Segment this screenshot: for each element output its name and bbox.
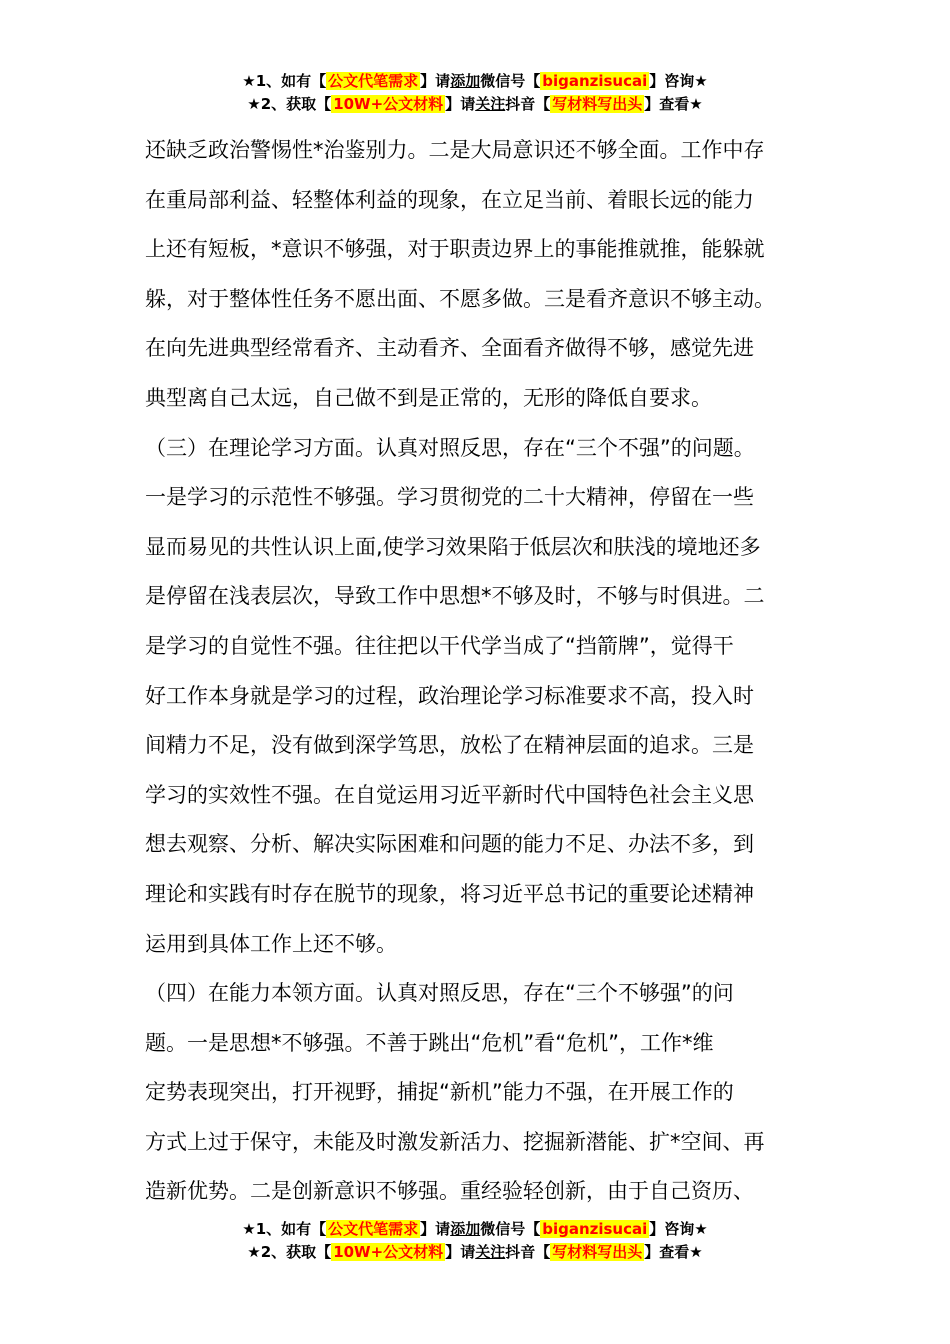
promo-highlight: 公文代笔需求 <box>328 1220 419 1238</box>
promo-highlight: 10W+公文材料 <box>333 1243 444 1261</box>
promo-banner-top <box>0 70 950 116</box>
promo-highlight: 公文代笔需求 <box>328 72 419 90</box>
body-line: 躲，对于整体性任务不愿出面、不愿多做。三是看齐意识不够主动。 <box>145 286 775 311</box>
promo-emphasis: 添加 <box>450 1220 481 1238</box>
promo-highlight: 写材料写出头 <box>552 1243 643 1261</box>
body-line: 是学习的自觉性不强。往往把以干代学当成了“挡箭牌”，觉得干 <box>145 633 734 658</box>
body-line: 题。一是思想*不够强。不善于跳出“危机”看“危机”，工作*维 <box>145 1030 714 1055</box>
body-line: 造新优势。二是创新意识不够强。重经验轻创新，由于自己资历、 <box>145 1179 754 1204</box>
promo-text: 】查看★ <box>644 1243 703 1261</box>
body-line: 在向先进典型经常看齐、主动看齐、全面看齐做得不够，感觉先进 <box>145 336 754 361</box>
promo-text: 微信号【 <box>480 1220 541 1238</box>
body-line: 理论和实践有时存在脱节的现象，将习近平总书记的重要论述精神 <box>145 881 754 906</box>
promo-text: 抖音【 <box>505 95 551 113</box>
body-line: 运用到具体工作上还不够。 <box>145 931 397 956</box>
promo-line-1 <box>0 1218 950 1241</box>
promo-text: ★1、如有【 <box>242 72 327 90</box>
promo-emphasis: 关注 <box>475 1243 506 1261</box>
body-line: 间精力不足，没有做到深学笃思，放松了在精神层面的追求。三是 <box>145 733 754 758</box>
body-line: 是停留在浅表层次，导致工作中思想*不够及时，不够与时俱进。二 <box>145 584 765 609</box>
body-line: 好工作本身就是学习的过程，政治理论学习标准要求不高，投入时 <box>145 683 754 708</box>
body-line: 一是学习的示范性不够强。学习贯彻党的二十大精神，停留在一些 <box>145 485 754 510</box>
promo-text: ★2、获取【 <box>247 95 332 113</box>
promo-highlight: biganzisucai <box>542 1220 648 1238</box>
promo-text: 微信号【 <box>480 72 541 90</box>
promo-text: ★1、如有【 <box>242 1220 327 1238</box>
promo-text: 】请 <box>420 72 451 90</box>
promo-text: 】查看★ <box>644 95 703 113</box>
promo-text: 】咨询★ <box>649 72 708 90</box>
promo-text: 】请 <box>420 1220 451 1238</box>
body-line: 方式上过于保守，未能及时激发新活力、挖掘新潜能、扩*空间、再 <box>145 1129 765 1154</box>
promo-line-2 <box>0 1241 950 1264</box>
promo-highlight: 10W+公文材料 <box>333 95 444 113</box>
promo-highlight: 写材料写出头 <box>552 95 643 113</box>
promo-text: 】请 <box>445 1243 476 1261</box>
body-line: 上还有短板，*意识不够强，对于职责边界上的事能推就推，能躲就 <box>145 237 765 262</box>
body-line: 典型离自己太远，自己做不到是正常的，无形的降低自要求。 <box>145 385 712 410</box>
body-line: 还缺乏政治警惕性*治鉴别力。二是大局意识还不够全面。工作中存 <box>145 138 765 162</box>
body-line: 在重局部利益、轻整体利益的现象，在立足当前、着眼长远的能力 <box>145 187 754 212</box>
promo-emphasis: 关注 <box>475 95 506 113</box>
promo-text: 抖音【 <box>505 1243 551 1261</box>
promo-line-1 <box>0 70 950 93</box>
section-heading-3: （三）在理论学习方面。认真对照反思，存在“三个不强”的问题。 <box>145 435 755 460</box>
body-line: 定势表现突出，打开视野，捕捉“新机”能力不强，在开展工作的 <box>145 1080 734 1105</box>
promo-emphasis: 添加 <box>450 72 481 90</box>
promo-highlight: biganzisucai <box>542 72 648 90</box>
promo-line-2 <box>0 93 950 116</box>
promo-banner-bottom <box>0 1218 950 1264</box>
promo-text: ★2、获取【 <box>247 1243 332 1261</box>
body-line: 学习的实效性不强。在自觉运用习近平新时代中国特色社会主义思 <box>145 782 754 807</box>
promo-text: 】咨询★ <box>649 1220 708 1238</box>
promo-text: 】请 <box>445 95 476 113</box>
section-heading-4: （四）在能力本领方面。认真对照反思，存在“三个不够强”的问 <box>145 981 734 1006</box>
document-body <box>145 126 845 1217</box>
body-line: 显而易见的共性认识上面,使学习效果陷于低层次和肤浅的境地还多 <box>145 534 761 559</box>
body-line: 想去观察、分析、解决实际困难和问题的能力不足、办法不多，到 <box>145 832 754 857</box>
